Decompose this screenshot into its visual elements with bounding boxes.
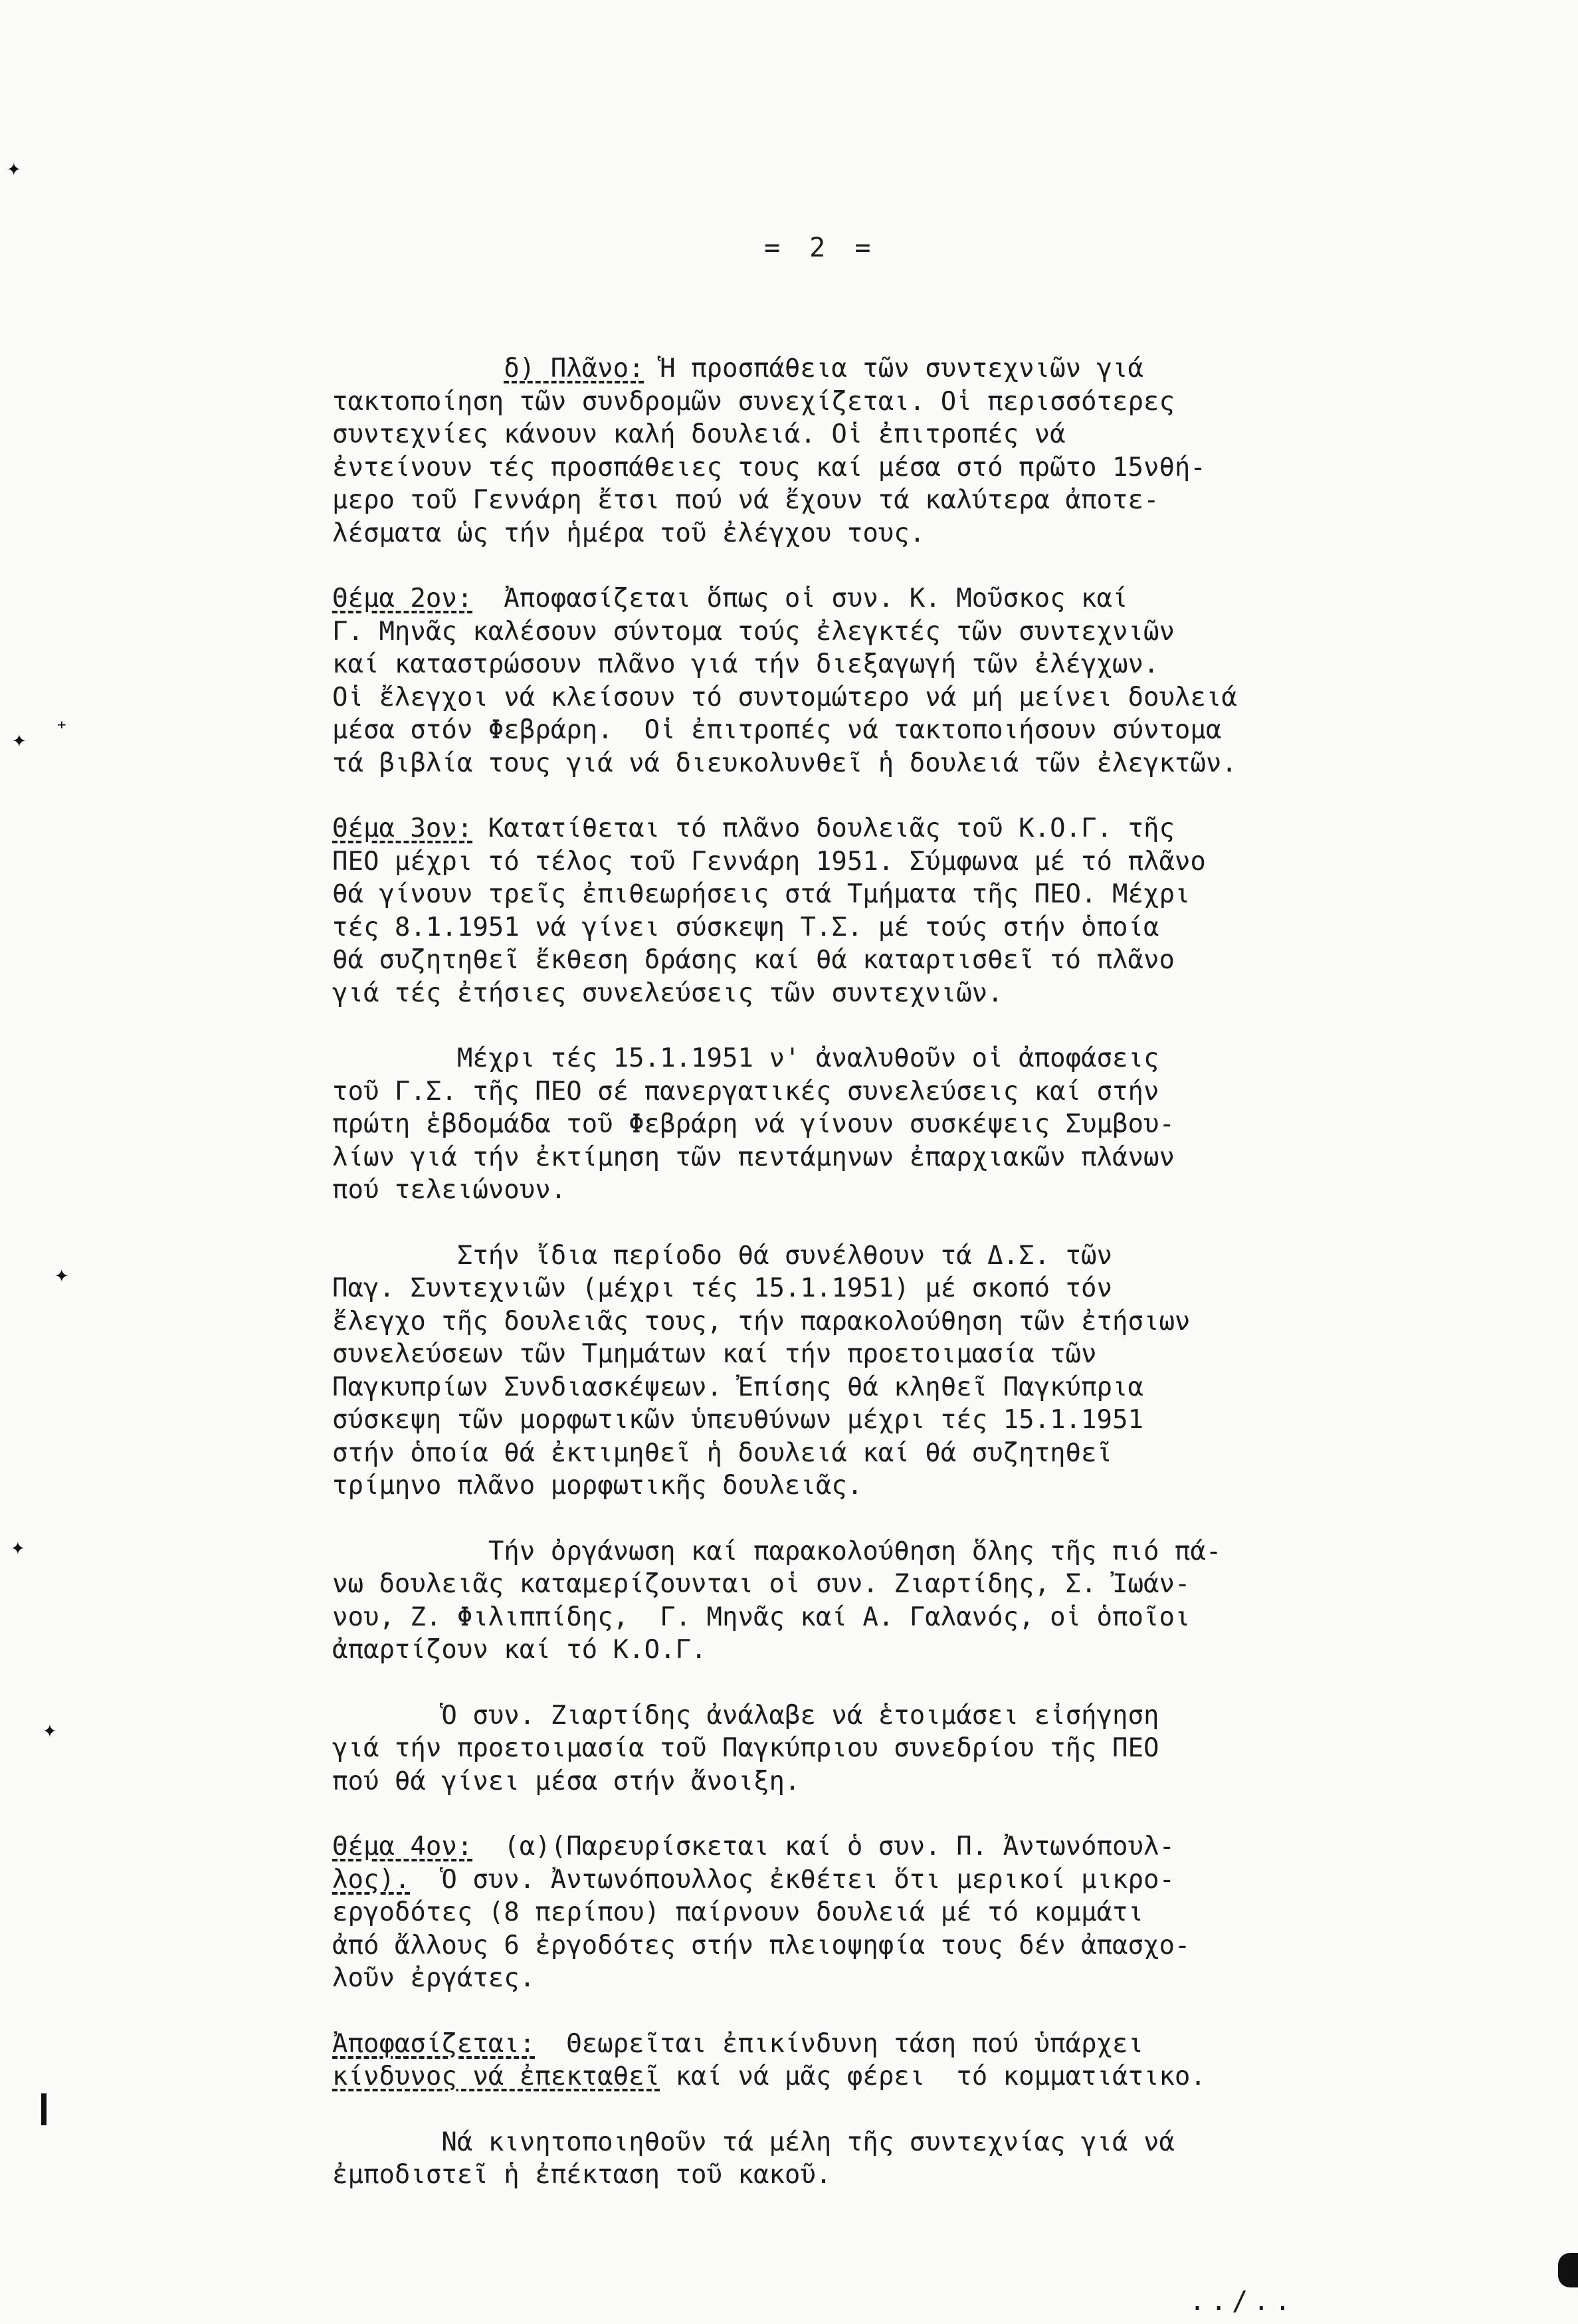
text-line (332, 451, 1502, 484)
line-text: (α)(Παρευρίσκεται καί ὁ συν. Π. Ἀντωνόπουλ- (472, 1832, 1175, 1861)
text-line (332, 2060, 1502, 2093)
text-line (332, 517, 1502, 550)
section-label: Θέμα 2ον: (332, 583, 473, 613)
text-line (332, 1305, 1502, 1338)
line-text: θά γίνουν τρεῖς ἐπιθεωρήσεις στά Τμήματα τῆς ΠΕΟ. Μέχρι (332, 879, 1191, 909)
line-text: Ἡ προσπάθεια τῶν συντεχνιῶν γιά (644, 354, 1143, 383)
section-label: Θέμα 4ον: (332, 1832, 473, 1861)
line-text: τακτοποίηση τῶν συνδρομῶν συνεχίζεται. Οἱ περισσότερες (332, 386, 1175, 417)
paragraph-ziartidis (332, 1699, 1502, 1798)
text-line (332, 2028, 1502, 2061)
text-line (332, 1469, 1502, 1503)
line-text: τρίμηνο πλᾶνο μορφωτικῆς δουλειᾶς. (332, 1471, 863, 1501)
section-label: κίνδυνος νά ἐπεκταθεῖ (332, 2061, 660, 2091)
line-text: καί νά μᾶς φέρει τό κομματιάτικο. (660, 2061, 1206, 2091)
line-text: γιά τές ἐτήσιες συνελεύσεις τῶν συντεχνιῶν. (332, 978, 1003, 1008)
text-line (332, 2126, 1502, 2159)
text-line (332, 747, 1502, 780)
section-label: δ) Πλᾶνο: (504, 354, 644, 383)
line-text: μερο τοῦ Γεννάρη ἔτσι πού νά ἔχουν τά καλύτερα ἀποτε- (332, 485, 1159, 515)
text-line (332, 385, 1502, 419)
line-text: θά συζητηθεῖ ἔκθεση δράσης καί θά καταρτισθεῖ τό πλᾶνο (332, 945, 1175, 975)
paragraph-thema3 (332, 812, 1502, 1009)
paragraph-kinitopoiithoun (332, 2126, 1502, 2192)
text-line (332, 812, 1502, 845)
section-label: Θέμα 3ον: (332, 813, 473, 843)
paragraph-mexri (332, 1042, 1502, 1207)
text-line (332, 845, 1502, 879)
text-line (332, 1338, 1502, 1371)
line-text: μέσα στόν Φεβράρη. Οἱ ἐπιτροπές νά τακτοποιήσουν σύντομα (332, 715, 1222, 745)
text-line (332, 1108, 1502, 1141)
text-line (332, 1929, 1502, 1962)
line-text: Κατατίθεται τό πλᾶνο δουλειᾶς τοῦ Κ.Ο.Γ. τῆς (472, 813, 1175, 843)
line-text: Μέχρι τές 15.1.1951 ν' ἀναλυθοῦν οἱ ἀποφάσεις (456, 1043, 1159, 1073)
line-text: λίων γιά τήν ἐκτίμηση τῶν πεντάμηνων ἐπαρχιακῶν πλάνων (332, 1142, 1175, 1172)
text-line (332, 1404, 1502, 1437)
line-text: Παγ. Συντεχνιῶν (μέχρι τές 15.1.1951) μέ σκοπό τόν (332, 1273, 1112, 1303)
text-line (332, 1830, 1502, 1863)
line-text: γιά τήν προετοιμασία τοῦ Παγκύπριου συνεδρίου τῆς ΠΕΟ (332, 1733, 1159, 1763)
text-line (332, 1601, 1502, 1634)
text-line (332, 1634, 1502, 1667)
text-line (332, 1174, 1502, 1207)
text-line (332, 1699, 1502, 1733)
text-line (332, 911, 1502, 944)
line-text: εργοδότες (8 περίπου) παίρνουν δουλειά μέ τό κομμάτι (332, 1897, 1143, 1927)
line-text: τές 8.1.1951 νά γίνει σύσκεψη Τ.Σ. μέ τούς στήν ὁποία (332, 912, 1159, 942)
paragraph-thema2 (332, 582, 1502, 780)
scan-speck: ✦ (54, 1261, 69, 1288)
line-text: λέσματα ὡς τήν ἡμέρα τοῦ ἐλέγχου τους. (332, 518, 926, 548)
line-text: Στήν ἴδια περίοδο θά συνέλθουν τά Δ.Σ. τῶν (456, 1240, 1113, 1271)
text-line (332, 1765, 1502, 1798)
line-text: νου, Ζ. Φιλιππίδης, Γ. Μηνᾶς καί Α. Γαλανός, οἱ ὁποῖοι (332, 1602, 1191, 1632)
line-text: Τήν ὀργάνωση καί παρακολούθηση ὅλης τῆς πιό πά- (488, 1536, 1222, 1566)
scan-speck (41, 2093, 47, 2125)
scan-speck: ✦ (7, 154, 21, 181)
line-text: Νά κινητοποιηθοῦν τά μέλη τῆς συντεχνίας γιά νά (441, 2127, 1175, 2157)
text-line (332, 484, 1502, 517)
page-number: = 2 = (764, 233, 878, 263)
line-text: σύσκεψη τῶν μορφωτικῶν ὑπευθύνων μέχρι τές 15.1.1951 (332, 1405, 1143, 1435)
text-line (332, 615, 1502, 649)
text-line (332, 648, 1502, 681)
line-text: τά βιβλία τους γιά νά διευκολυνθεῖ ἡ δουλειά τῶν ἐλεγκτῶν. (332, 748, 1237, 778)
scan-edge-blot (1558, 2253, 1578, 2287)
line-text: πρώτη ἑβδομάδα τοῦ Φεβράρη νά γίνουν συσκέψεις Συμβου- (332, 1109, 1175, 1139)
paragraph-delta (332, 352, 1502, 550)
paragraph-organosi (332, 1535, 1502, 1667)
line-text: ἐντείνουν τές προσπάθειες τους καί μέσα στό πρῶτο 15νθή- (332, 452, 1206, 482)
line-text: ΠΕΟ μέχρι τό τέλος τοῦ Γεννάρη 1951. Σύμφωνα μέ τό πλᾶνο (332, 846, 1206, 877)
text-line (332, 878, 1502, 911)
text-line (332, 352, 1502, 385)
text-line (332, 1272, 1502, 1305)
paragraph-thema4 (332, 1830, 1502, 1995)
scan-speck: ✦ (43, 1716, 57, 1743)
text-line (332, 1371, 1502, 1404)
text-line (332, 977, 1502, 1010)
line-text: στήν ὁποία θά ἐκτιμηθεῖ ἡ δουλειά καί θά συζητηθεῖ (332, 1437, 1112, 1468)
line-text: Γ. Μηνᾶς καλέσουν σύντομα τούς ἐλεγκτές τῶν συντεχνιῶν (332, 616, 1175, 647)
text-line (332, 1239, 1502, 1273)
document-body (332, 352, 1502, 2224)
section-label: λος). (332, 1864, 411, 1895)
line-text: συνελεύσεων τῶν Τμημάτων καί τήν προετοιμασία τῶν (332, 1339, 1097, 1369)
text-line (332, 1437, 1502, 1470)
text-line (332, 1042, 1502, 1075)
text-line (332, 714, 1502, 747)
text-line (332, 1962, 1502, 1995)
text-line (332, 418, 1502, 451)
line-text: ἀπό ἄλλους 6 ἐργοδότες στήν πλειοψηφία τους δέν ἀπασχο- (332, 1930, 1191, 1960)
line-text: νω δουλειᾶς καταμερίζουνται οἱ συν. Ζιαρτίδης, Σ. Ἰωάν- (332, 1569, 1191, 1599)
line-text: πού θά γίνει μέσα στήν ἄνοιξη. (332, 1766, 801, 1796)
continuation-mark: ../.. (1189, 2286, 1296, 2317)
text-line (332, 944, 1502, 977)
text-line (332, 2159, 1502, 2192)
line-text: Ἀποφασίζεται ὅπως οἱ συν. Κ. Μοῦσκος καί (472, 583, 1128, 613)
paragraph-apofasizetai (332, 2028, 1502, 2093)
line-text: Θεωρεῖται ἐπικίνδυνη τάση πού ὑπάρχει (535, 2028, 1143, 2059)
line-text: πού τελειώνουν. (332, 1175, 567, 1205)
scan-speck: ✦ (11, 1533, 25, 1560)
text-line (332, 1075, 1502, 1109)
line-text: λοῦν ἐργάτες. (332, 1963, 536, 1993)
line-text: ἔλεγχο τῆς δουλειᾶς τους, τήν παρακολούθηση τῶν ἐτήσιων (332, 1306, 1191, 1336)
line-text: ἀπαρτίζουν καί τό Κ.Ο.Γ. (332, 1635, 707, 1665)
text-line (332, 582, 1502, 615)
line-text: συντεχνίες κάνουν καλή δουλειά. Οἱ ἐπιτροπές νά (332, 419, 1066, 449)
text-line (332, 1732, 1502, 1765)
text-line (332, 1896, 1502, 1929)
scan-speck: ⁺ (54, 716, 69, 743)
scan-speck: ✦ (12, 726, 27, 753)
text-line (332, 1568, 1502, 1601)
line-text: τοῦ Γ.Σ. τῆς ΠΕΟ σέ πανεργατικές συνελεύσεις καί στήν (332, 1076, 1159, 1107)
line-text: ἐμποδιστεῖ ἡ ἐπέκταση τοῦ κακοῦ. (332, 2160, 832, 2190)
text-line (332, 1535, 1502, 1568)
line-text: καί καταστρώσουν πλᾶνο γιά τήν διεξαγωγή τῶν ἐλέγχων. (332, 649, 1159, 679)
text-line (332, 681, 1502, 714)
line-text: Οἱ ἔλεγχοι νά κλείσουν τό συντομώτερο νά μή μείνει δουλειά (332, 682, 1237, 712)
section-label: Ἀποφασίζεται: (332, 2028, 536, 2059)
line-text: Παγκυπρίων Συνδιασκέψεων. Ἐπίσης θά κληθεῖ Παγκύπρια (332, 1372, 1143, 1402)
line-text: Ὁ συν. Ἀντωνόπουλλος ἐκθέτει ὅτι μερικοί μικρο- (410, 1864, 1175, 1895)
text-line (332, 1863, 1502, 1897)
paragraph-idia (332, 1239, 1502, 1503)
line-text: Ὁ συν. Ζιαρτίδης ἀνάλαβε νά ἑτοιμάσει εἰσήγηση (441, 1700, 1159, 1731)
text-line (332, 1141, 1502, 1174)
